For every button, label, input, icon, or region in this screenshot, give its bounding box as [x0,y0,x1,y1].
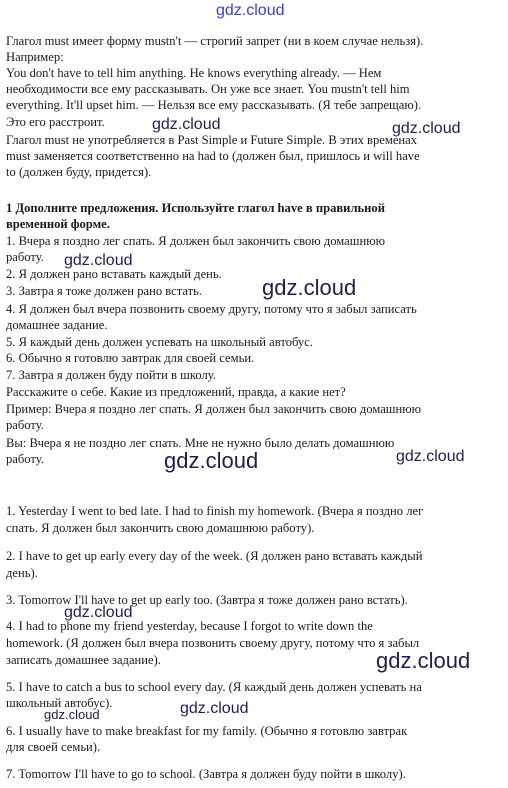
theory-line: Глагол must не употребляется в Past Simple и Future Simple. В этих временах [6,133,418,147]
watermark: gdz.cloud [262,275,357,300]
watermark: gdz.cloud [44,707,100,722]
answer-line: 6. I usually have to make breakfast for my family. (Обычно я готовлю завтрак [6,724,408,738]
answer-line: для своей семьи). [6,740,101,754]
answer-line: 5. I have to catch a bus to school every day. (Я каждый день должен успевать на [6,680,422,694]
watermark: gdz.cloud [180,700,249,717]
theory-line: Это его расстроит. [6,115,105,129]
watermark: gdz.cloud [164,448,259,473]
watermark: gdz.cloud [396,448,465,465]
watermark: gdz.cloud [152,116,221,133]
task-line: 5. Я каждый день должен успевать на школьный автобус. [6,335,313,349]
task-line: 1. Вчера я поздно лег спать. Я должен был закончить свою домашнюю [6,234,386,248]
task-line: работу. [6,250,44,264]
task-line: Расскажите о себе. Какие из предложений, правда, а какие нет? [6,385,346,399]
theory-line: необходимости все ему рассказывать. Он уже все знает. You mustn't tell him [6,82,410,96]
watermark: gdz.cloud [392,120,461,137]
task-line: 2. Я должен рано вставать каждый день. [6,267,222,281]
answer-line: 4. I had to phone my friend yesterday, because I forgot to write down the [6,619,373,633]
theory-line: everything. It'll upset him. — Нельзя все ему рассказывать. (Я тебе запрещаю). [6,98,422,112]
task-title: 1 Дополните предложения. Используйте глагол have в правильной [6,201,385,215]
task-line: 6. Обычно я готовлю завтрак для своей семьи. [6,351,255,365]
theory-line: You don't have to tell him anything. He knows everything already. — Нем [6,66,382,80]
theory-line: Например: [6,50,64,64]
answer-line: 3. Tomorrow I'll have to get up early too. (Завтра я тоже должен рано встать). [6,593,408,607]
task-line: 7. Завтра я должен буду пойти в школу. [6,368,216,382]
watermark: gdz.cloud [376,648,471,673]
theory-line: must заменяется соответственно на had to (должен был, пришлось и will have [6,149,420,163]
task-line: Пример: Вчера я поздно лег спать. Я должен был закончить свою домашнюю [6,402,422,416]
watermark-top: gdz.cloud [216,2,285,19]
task-line: Вы: Вчера я не поздно лег спать. Мне не нужно было делать домашнюю [6,436,395,450]
theory-line: Глагол must имеет форму mustn't — строгий запрет (ни в коем случае нельзя). [6,34,424,48]
task-line: работу. [6,418,44,432]
task-line: 4. Я должен был вчера позвонить своему другу, потому что я забыл записать [6,302,417,316]
task-title: временной форме. [6,217,110,231]
answer-line: homework. (Я должен был вчера позвонить своему другу, потому что я забыл [6,636,420,650]
watermark: gdz.cloud [64,604,133,621]
answer-line: 2. I have to get up early every day of the week. (Я должен рано вставать каждый [6,549,423,563]
task-line: домашнее задание. [6,318,108,332]
answer-line: школьный автобус). [6,696,113,710]
answer-line: спать. Я должен был закончить свою домашнюю работу). [6,521,315,535]
task-line: работу. [6,452,44,466]
answer-line: 1. Yesterday I went to bed late. I had to finish my homework. (Вчера я поздно лег [6,504,424,518]
answer-line: 7. Tomorrow I'll have to go to school. (Завтра я должен буду пойти в школу). [6,767,406,781]
task-line: 3. Завтра я тоже должен рано встать. [6,284,203,298]
answer-line: день). [6,566,38,580]
answer-line: записать домашнее задание). [6,653,161,667]
watermark: gdz.cloud [64,252,133,269]
theory-line: to (должен буду, придется). [6,165,152,179]
